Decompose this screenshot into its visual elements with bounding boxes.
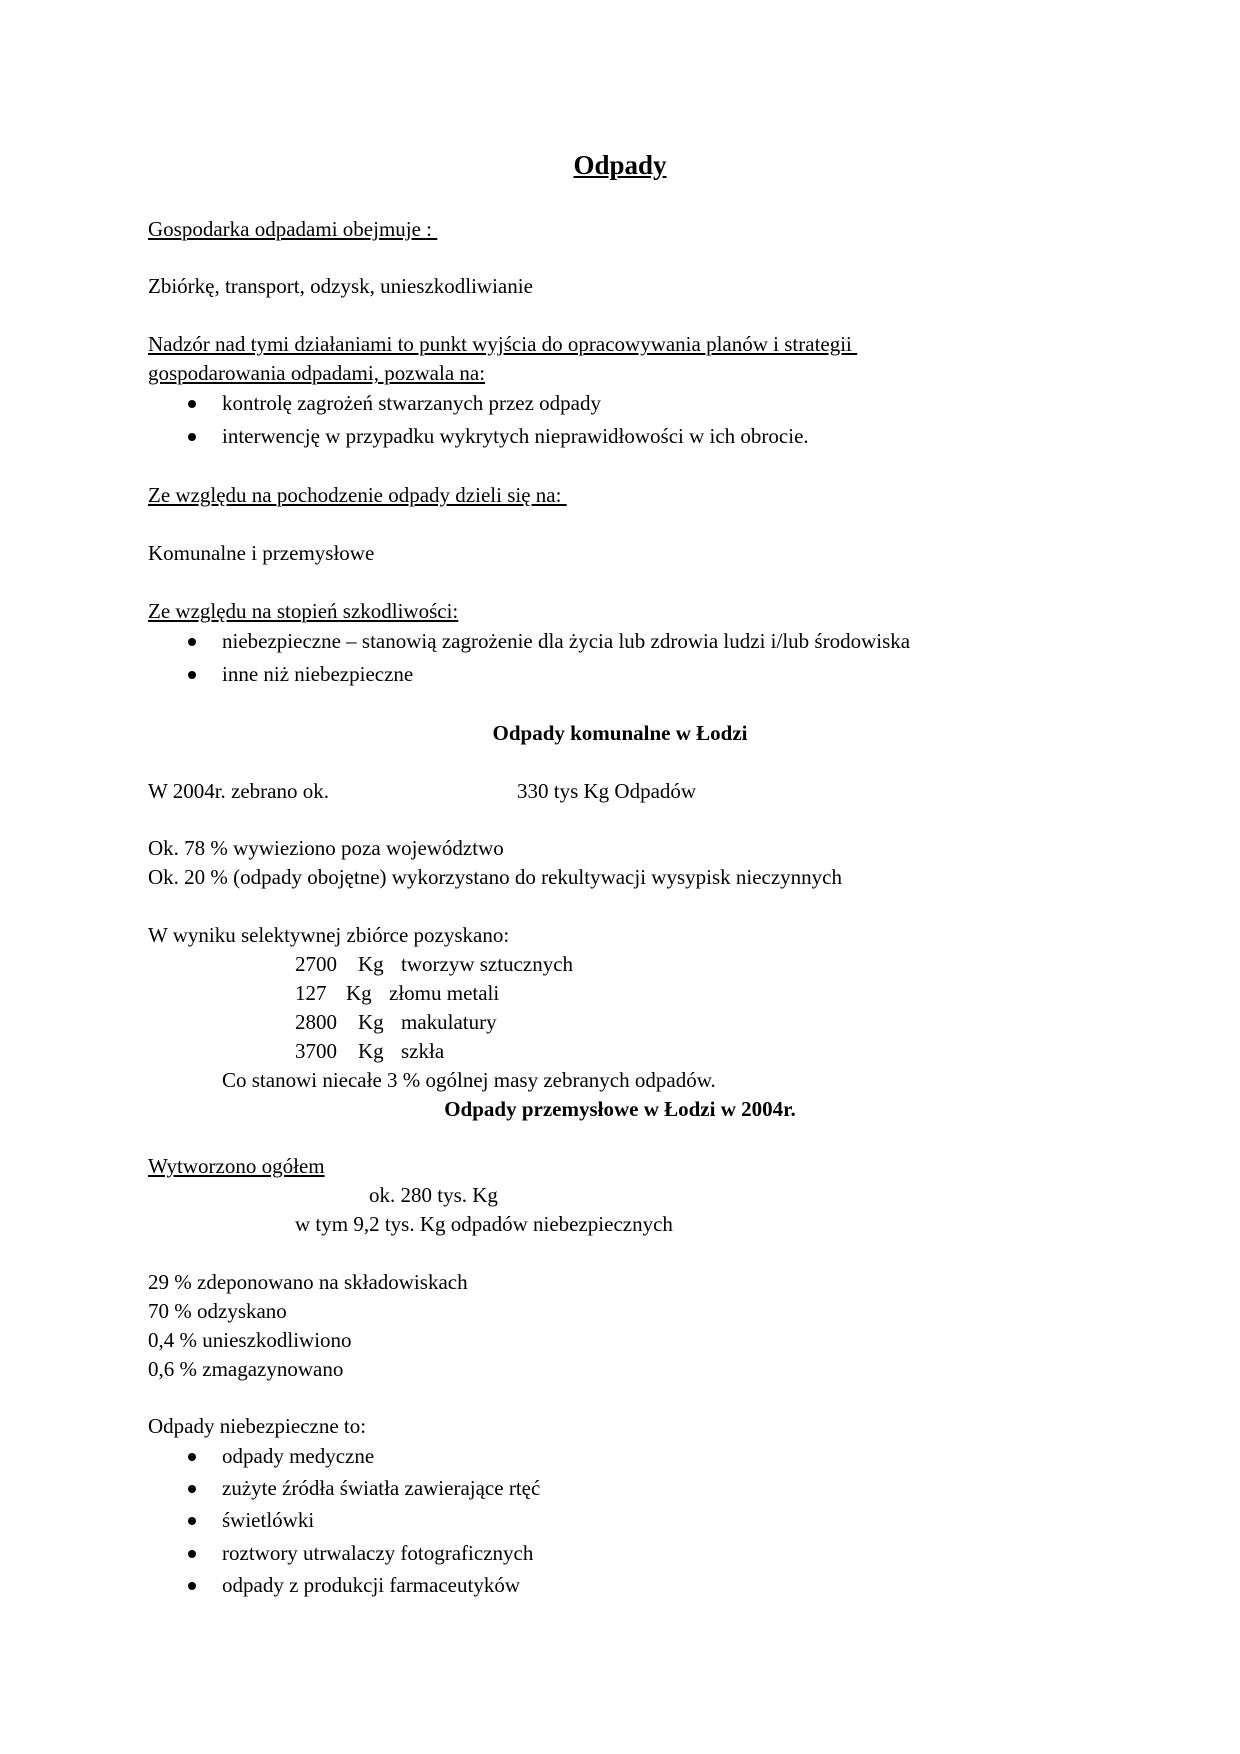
- list-item: odpady z produkcji farmaceutyków: [0, 1575, 21, 1659]
- heading-waste-management: Gospodarka odpadami obejmuje :: [148, 217, 438, 241]
- industrial-stat: 0,4 % unieszkodliwiono: [148, 1328, 352, 1352]
- list-item: kontrolę zagrożeń stwarzanych przez odpady: [0, 393, 21, 477]
- list-item: zużyte źródła światła zawierające rtęć: [0, 1478, 21, 1562]
- page-title: Odpady: [573, 150, 667, 180]
- list-item: świetlówki: [0, 1510, 21, 1594]
- bullet-icon: [188, 1582, 196, 1590]
- heading-municipal-waste: Odpady komunalne w Łodzi: [492, 721, 748, 745]
- industrial-stat: 0,6 % zmagazynowano: [148, 1357, 344, 1381]
- heading-harmfulness: Ze względu na stopień szkodliwości:: [148, 599, 459, 623]
- waste-management-activities: Zbiórkę, transport, odzysk, unieszkodliwianie: [148, 274, 533, 298]
- list-item: odpady medyczne: [0, 1446, 21, 1530]
- list-item: roztwory utrwalaczy fotograficznych: [0, 1543, 21, 1627]
- heading-supervision-line2: gospodarowania odpadami, pozwala na:: [148, 361, 486, 385]
- list-item: inne niż niebezpieczne: [0, 664, 21, 748]
- origin-types: Komunalne i przemysłowe: [148, 541, 375, 565]
- bullet-icon: [188, 671, 196, 679]
- produced-value: ok. 280 tys. Kg: [369, 1183, 498, 1207]
- heading-supervision-line1: Nadzór nad tymi działaniami to punkt wyjścia do opracowywania planów i strategii: [148, 332, 858, 356]
- bullet-icon: [188, 638, 196, 646]
- bullet-icon: [188, 1485, 196, 1493]
- heading-origin: Ze względu na pochodzenie odpady dzieli się na:: [148, 483, 567, 507]
- industrial-stat: 29 % zdeponowano na składowiskach: [148, 1270, 468, 1294]
- municipal-summary: Co stanowi niecałe 3 % ogólnej masy zebranych odpadów.: [222, 1068, 716, 1092]
- heading-hazardous-waste: Odpady niebezpieczne to:: [148, 1414, 367, 1438]
- collected-value: 330 tys Kg Odpadów: [517, 779, 697, 803]
- collected-label: W 2004r. zebrano ok.: [148, 779, 329, 803]
- list-item: niebezpieczne – stanowią zagrożenie dla życia lub zdrowia ludzi i/lub środowiska: [0, 631, 21, 715]
- hazardous-value: w tym 9,2 tys. Kg odpadów niebezpiecznych: [295, 1212, 673, 1236]
- bullet-icon: [188, 1453, 196, 1461]
- produced-label: Wytworzono ogółem: [148, 1154, 325, 1178]
- municipal-line-2: Ok. 20 % (odpady obojętne) wykorzystano do rekultywacji wysypisk nieczynnych: [148, 865, 843, 889]
- industrial-stat: 70 % odzyskano: [148, 1299, 287, 1323]
- bullet-icon: [188, 400, 196, 408]
- list-item: interwencję w przypadku wykrytych nieprawidłowości w ich obrocie.: [0, 426, 21, 510]
- bullet-icon: [188, 1517, 196, 1525]
- bullet-icon: [188, 1550, 196, 1558]
- selective-intro: W wyniku selektywnej zbiórce pozyskano:: [148, 923, 510, 947]
- municipal-line-1: Ok. 78 % wywieziono poza województwo: [148, 836, 504, 860]
- heading-industrial-waste: Odpady przemysłowe w Łodzi w 2004r.: [444, 1097, 796, 1121]
- bullet-icon: [188, 433, 196, 441]
- document-page: Odpady Gospodarka odpadami obejmuje : Zbiórkę, transport, odzysk, unieszkodliwianie Nadzór nad tymi działaniami to punkt wyjścia do opracowywania planów i strategii gospodarowania odpadami, pozwala na: kontrolę zagrożeń stwarzanych przez odpady interwencję w przypadku wykrytych nieprawidłowości w ich obrocie. Ze względu na pochodzenie odpady dzieli się na: Komunalne i przemysłowe Ze względu na stopień szkodliwości: niebezpieczne – stanowią zagrożenie dla życia lub zdrowia ludzi i/lub środowiska inne niż niebezpieczne Odpady komunalne w Łodzi W 2004r. zebrano ok. 330 tys Kg Odpadów Ok. 78 % wywieziono poza województwo Ok. 20 % (odpady obojętne) wykorzystano do rekultywacji wysypisk nieczynnych W wyniku selektywnej zbiórce pozyskano: 2700 Kg tworzyw sztucznych 127 Kg złomu metali 2800 Kg makulatury 3700 Kg szkła Co stanowi niecałe 3 % ogólnej masy zebranych odpadów. Odpady przemysłowe w Łodzi w 2004r. Wytworzono ogółem ok. 280 tys. Kg w tym 9,2 tys. Kg odpadów niebezpiecznych 29 % zdeponowano na składowiskach 70 % odzyskano 0,4 % unieszkodliwiono 0,6 % zmagazynowano Odpady niebezpieczne to: odpady medyczne zużyte źródła światła zawierające rtęć świetlówki roztwory utrwalaczy fotograficznych odpady z produkcji farmaceutyków: [0, 0, 1240, 1754]
